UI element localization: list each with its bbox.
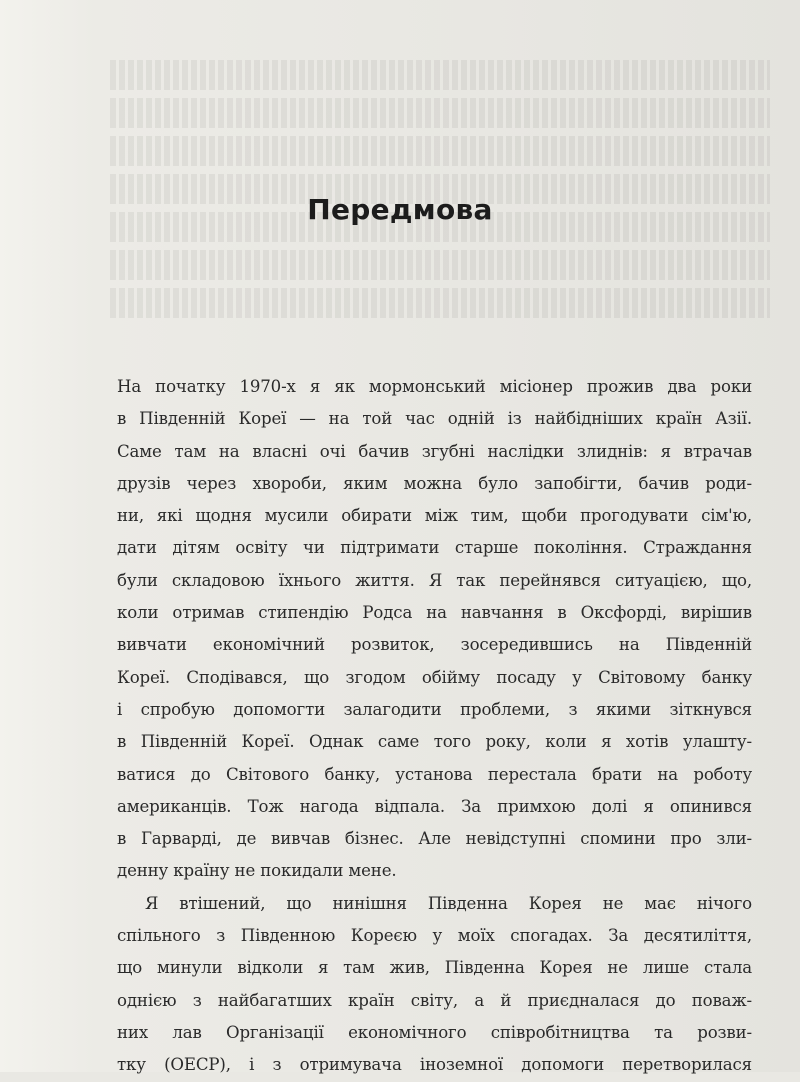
- text-line: коли отримав стипендію Родса на навчання в Оксфорді, вирішив: [117, 603, 752, 623]
- text-line: них лав Організації економічного співробітництва та розви-: [117, 1022, 752, 1042]
- text-line: однією з найбагатших країн світу, а й приєдналася до поваж-: [117, 990, 752, 1010]
- text-line: дати дітям освіту чи підтримати старше покоління. Страждання: [117, 538, 752, 558]
- text-line: в Гарварді, де вивчав бізнес. Але невідступні спомини про зли-: [117, 829, 752, 849]
- text-line: в Південній Кореї. Однак саме того року, коли я хотів улашту-: [117, 732, 752, 752]
- text-line: На початку 1970-х я як мормонський місіонер прожив два роки: [117, 377, 752, 396]
- text-line: друзів через хвороби, яким можна було запобігти, бачив роди-: [117, 473, 752, 493]
- text-line: що минули відколи я там жив, Південна Корея не лише стала: [117, 958, 752, 978]
- text-line: в Південній Кореї — на той час одній із найбідніших країн Азії.: [117, 409, 752, 429]
- text-line: і спробую допомогти залагодити проблеми, з якими зіткнувся: [117, 699, 752, 719]
- text-line: американців. Тож нагода відпала. За примхою долі я опинився: [117, 796, 752, 816]
- text-line: тку (ОЕСР), і з отримувача іноземної допомоги перетворилася: [117, 1055, 752, 1075]
- text-line: вивчати економічний розвиток, зосередившись на Південній: [117, 635, 752, 655]
- body-text: [117, 371, 752, 1082]
- text-line: Кореї. Сподівався, що згодом обійму посаду у Світовому банку: [117, 667, 752, 687]
- text-line: денну країну не покидали мене.: [117, 861, 397, 881]
- text-line: ватися до Світового банку, установа перестала брати на роботу: [117, 764, 752, 784]
- text-line: спільного з Південною Кореєю у моїх спогадах. За десятиліття,: [117, 926, 752, 946]
- text-line: Саме там на власні очі бачив згубні наслідки злиднів: я втрачав: [117, 441, 752, 461]
- text-line: ни, які щодня мусили обирати між тим, щоби прогодувати сім'ю,: [117, 506, 752, 526]
- page-title: Передмова: [307, 193, 493, 226]
- text-line: були складовою їхнього життя. Я так перейнявся ситуацією, що,: [117, 570, 752, 590]
- text-line: Я втішений, що нинішня Південна Корея не має нічого: [145, 893, 752, 913]
